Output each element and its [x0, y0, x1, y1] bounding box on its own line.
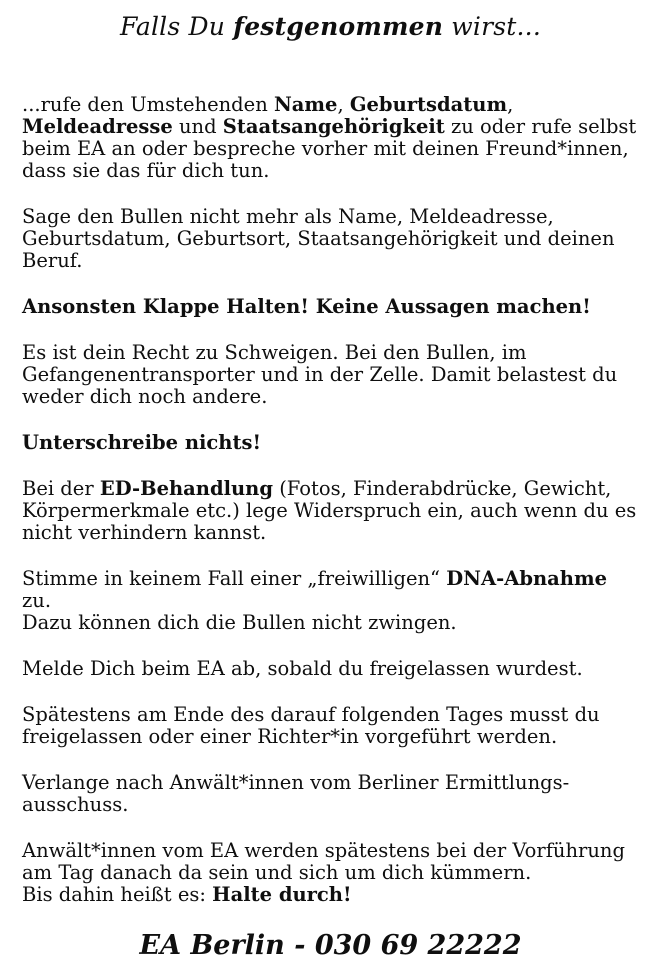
- text-run: Unterschreibe nichts!: [22, 431, 261, 454]
- bold-text-run: Geburtsdatum: [349, 93, 508, 116]
- text-run: ,: [337, 93, 350, 116]
- text-run: am Tag danach da sein und sich um dich kümmern.: [22, 861, 532, 884]
- text-run: Anwält*innen vom EA werden spätestens bei der Vorführung: [22, 839, 625, 862]
- section-heading: [22, 296, 639, 318]
- bold-text-run: festgenommen: [233, 12, 444, 41]
- text-run: zu oder rufe selbst: [444, 115, 637, 138]
- text-run: Bis dahin heißt es:: [22, 883, 213, 906]
- flyer-body: [22, 94, 639, 906]
- paragraph: [22, 772, 639, 816]
- footer-contact: EA Berlin - 030 69 22222: [139, 930, 522, 961]
- text-run: nicht verhindern kannst.: [22, 521, 267, 544]
- paragraph: [22, 704, 639, 748]
- text-run: beim EA an oder bespreche vorher mit deinen Freund*innen,: [22, 137, 629, 160]
- bold-text-run: Name: [273, 93, 338, 116]
- text-run: Geburtsdatum, Geburtsort, Staatsangehörigkeit und deinen: [22, 227, 615, 250]
- paragraph: [22, 478, 639, 544]
- page-title: [22, 12, 639, 42]
- text-run: Bei der: [22, 477, 100, 500]
- text-run: ausschuss.: [22, 793, 129, 816]
- text-run: Körpermerkmale etc.) lege Widerspruch ein, auch wenn du es: [22, 499, 637, 522]
- text-run: Beruf.: [22, 249, 83, 272]
- text-run: Sage den Bullen nicht mehr als Name, Meldeadresse,: [22, 205, 554, 228]
- text-run: Stimme in keinem Fall einer „freiwilligen“: [22, 567, 447, 590]
- text-run: (Fotos, Finderabdrücke, Gewicht,: [273, 477, 612, 500]
- text-run: Verlange nach Anwält*innen vom Berliner Ermittlungs-: [22, 771, 570, 794]
- text-run: Falls Du: [120, 12, 234, 41]
- text-run: Dazu können dich die Bullen nicht zwingen.: [22, 611, 457, 634]
- paragraph: [22, 94, 639, 182]
- text-run: ,: [507, 93, 514, 116]
- bold-text-run: ED-Behandlung: [99, 477, 273, 500]
- paragraph: [22, 658, 639, 680]
- bold-text-run: Halte durch!: [212, 883, 352, 906]
- text-run: Spätestens am Ende des darauf folgenden Tages musst du: [22, 703, 600, 726]
- text-run: zu.: [22, 589, 52, 612]
- paragraph: [22, 342, 639, 408]
- text-run: weder dich noch andere.: [22, 385, 268, 408]
- paragraph: [22, 568, 639, 634]
- text-run: Es ist dein Recht zu Schweigen. Bei den Bullen, im: [22, 341, 527, 364]
- bold-text-run: DNA-Abnahme: [446, 567, 607, 590]
- bold-text-run: Staatsangehörigkeit: [222, 115, 445, 138]
- section-heading: [22, 432, 639, 454]
- text-run: freigelassen oder einer Richter*in vorgeführt werden.: [22, 725, 558, 748]
- paragraph: [22, 840, 639, 906]
- bold-text-run: Meldeadresse: [22, 115, 173, 138]
- text-run: Melde Dich beim EA ab, sobald du freigelassen wurdest.: [22, 657, 583, 680]
- text-run: und: [172, 115, 223, 138]
- paragraph: [22, 206, 639, 272]
- text-run: Ansonsten Klappe Halten! Keine Aussagen machen!: [22, 295, 591, 318]
- text-run: wirst...: [443, 12, 541, 41]
- text-run: ...rufe den Umstehenden: [22, 93, 274, 116]
- text-run: Gefangenentransporter und in der Zelle. Damit belastest du: [22, 363, 618, 386]
- text-run: dass sie das für dich tun.: [22, 159, 270, 182]
